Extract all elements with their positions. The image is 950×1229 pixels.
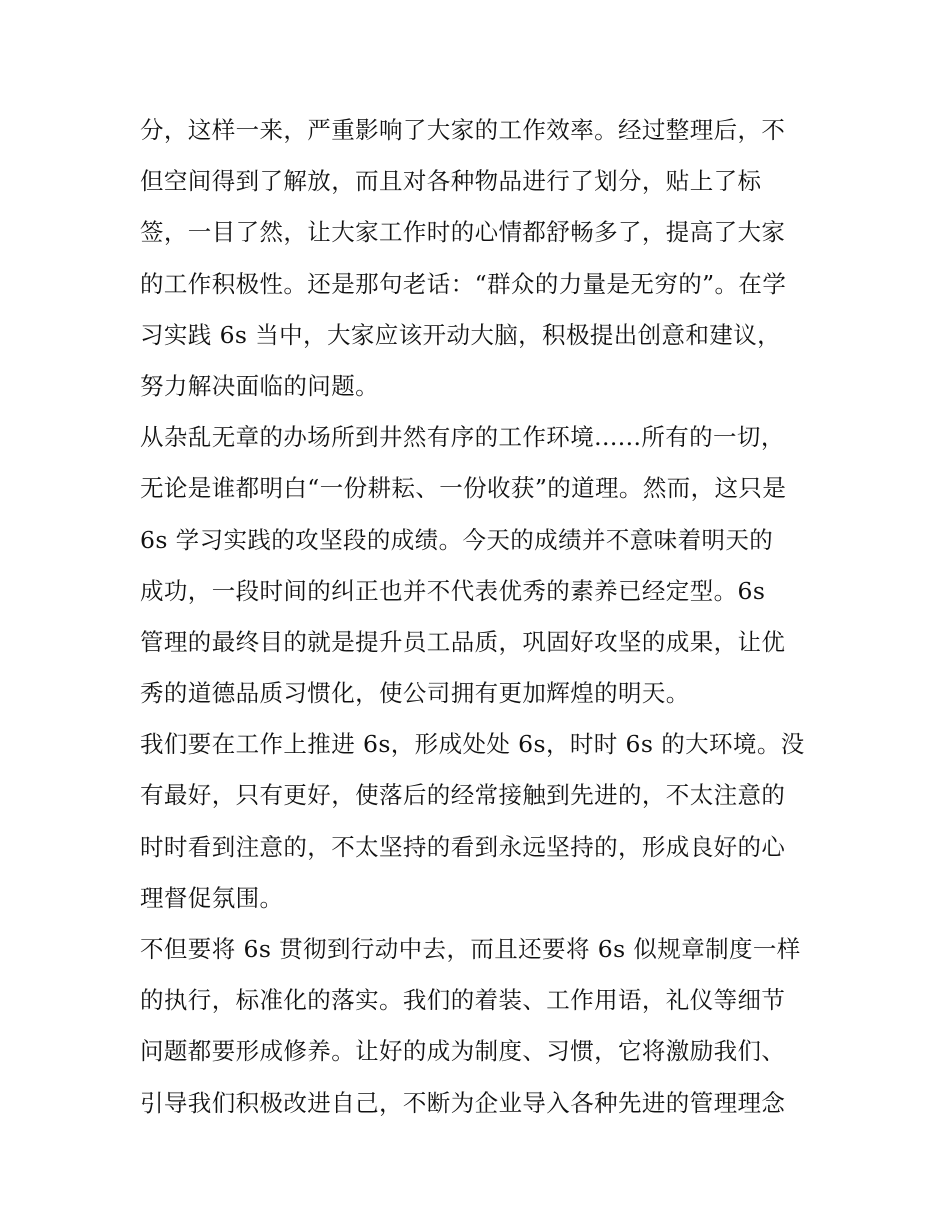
text-line: 6s 学习实践的攻坚段的成绩。今天的成绩并不意味着明天的 (140, 525, 774, 554)
text-line: 我们要在工作上推进 6s，形成处处 6s，时时 6s 的大环境。没 (140, 730, 805, 759)
text-line: 管理的最终目的就是提升员工品质，巩固好攻坚的成果，让优 (140, 627, 786, 656)
text-line: 理督促氛围。 (140, 883, 284, 912)
text-line: 的工作积极性。还是那句老话：“群众的力量是无穷的”。在学 (140, 269, 787, 298)
text-line: 不但要将 6s 贯彻到行动中去，而且还要将 6s 似规章制度一样 (140, 935, 801, 963)
text-line: 的执行，标准化的落实。我们的着装、工作用语，礼仪等细节 (140, 986, 786, 1015)
text-line: 无论是谁都明白“一份耕耘、一份收获”的道理。然而，这只是 (140, 474, 787, 503)
text-line: 引导我们积极改进自己，不断为企业导入各种先进的管理理念 (140, 1088, 786, 1117)
text-line: 成功，一段时间的纠正也并不代表优秀的素养已经定型。6s (140, 576, 766, 605)
document-body (140, 105, 820, 1129)
text-line: 问题都要形成修养。让好的成为制度、习惯，它将激励我们、 (140, 1037, 786, 1066)
text-line: 从杂乱无章的办场所到井然有序的工作环境......所有的一切， (140, 423, 785, 452)
text-line: 时时看到注意的，不太坚持的看到永远坚持的，形成良好的心 (140, 832, 786, 861)
text-line: 习实践 6s 当中，大家应该开动大脑，积极提出创意和建议， (140, 320, 782, 349)
text-line: 但空间得到了解放，而且对各种物品进行了划分，贴上了标 (140, 167, 762, 196)
text-line: 努力解决面临的问题。 (140, 371, 379, 400)
text-line: 有最好，只有更好，使落后的经常接触到先进的，不太注意的 (140, 781, 786, 810)
text-line: 分，这样一来，严重影响了大家的工作效率。经过整理后，不 (140, 116, 786, 144)
text-line: 签，一目了然，让大家工作时的心情都舒畅多了，提高了大家 (140, 218, 786, 247)
text-line: 秀的道德品质习惯化，使公司拥有更加辉煌的明天。 (140, 679, 690, 708)
